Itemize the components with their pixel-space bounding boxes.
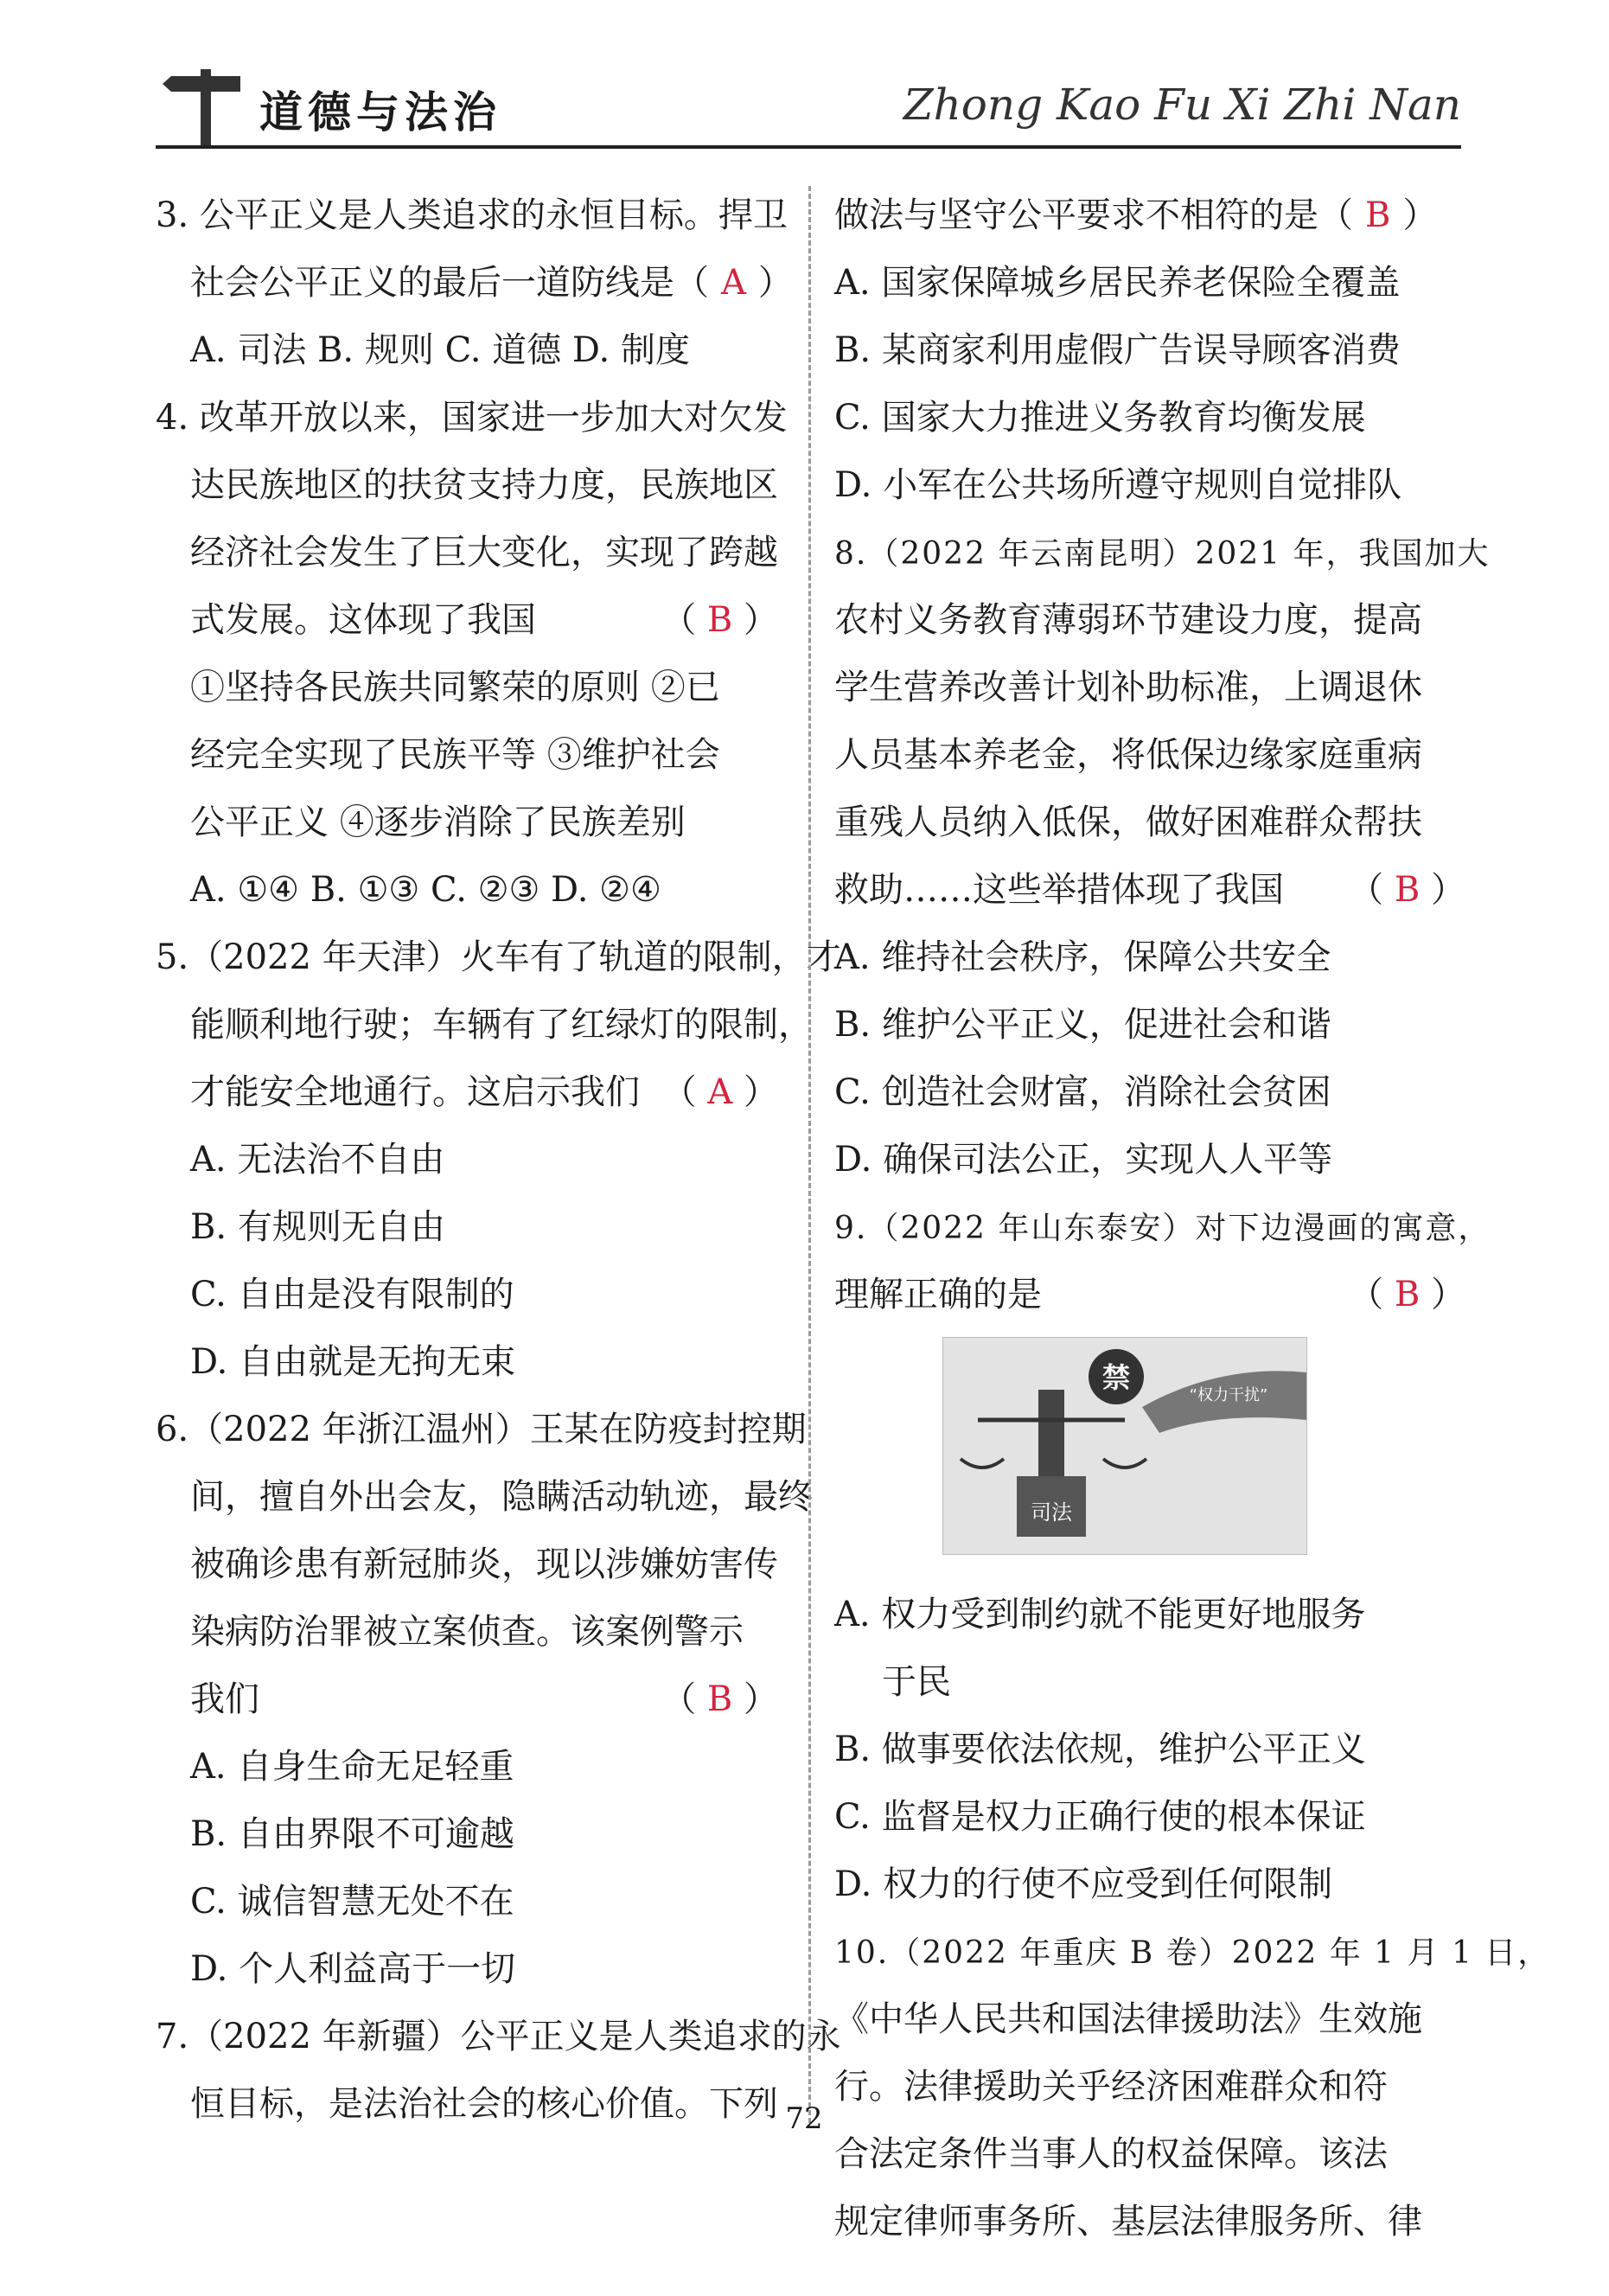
line-text: 8.（2022 年云南昆明）2021 年，我国加大 — [834, 536, 1491, 572]
text-line — [156, 519, 778, 586]
line-text: ①坚持各民族共同繁荣的原则 ②已 — [190, 668, 720, 707]
scale-label-text: 司法 — [1031, 1500, 1072, 1525]
text-line — [156, 991, 813, 1058]
line-text: A. 权力受到制约就不能更好地服务 — [834, 1595, 1366, 1634]
line-text: 理解正确的是 — [834, 1275, 1042, 1314]
line-text: B. 做事要依法依规，维护公平正义 — [834, 1730, 1366, 1769]
text-line — [834, 1193, 1491, 1261]
line-text: 才能安全地通行。这启示我们 — [190, 1072, 640, 1112]
text-line — [156, 789, 778, 856]
text-line — [834, 1581, 1465, 1648]
text-line — [156, 1328, 778, 1396]
ban-sign-text: 禁 — [1101, 1361, 1131, 1394]
text-line — [834, 1918, 1551, 1986]
text-line — [834, 1058, 1465, 1126]
line-text: A. 司法 B. 规则 C. 道德 D. 制度 — [190, 330, 690, 370]
answer-letter: A — [721, 263, 746, 303]
line-text: 学生营养改善计划补助标准，上调退休 — [834, 668, 1422, 707]
text-line — [834, 182, 1465, 249]
page-number: 72 — [785, 2101, 823, 2136]
line-text: 救助……这些举措体现了我国 — [834, 870, 1284, 910]
line-text: 规定律师事务所、基层法律服务所、律 — [834, 2202, 1422, 2242]
line-text: C. 诚信智慧无处不在 — [190, 1882, 514, 1922]
line-text: 6.（2022 年浙江温州）王某在防疫封控期 — [156, 1410, 807, 1449]
text-line — [156, 654, 778, 721]
line-text: D. 小军在公共场所遵守规则自觉排队 — [834, 465, 1402, 505]
text-line — [834, 519, 1491, 586]
line-text: 能顺利地行驶；车辆有了红绿灯的限制， — [190, 1005, 813, 1045]
line-text: 人员基本养老金，将低保边缘家庭重病 — [834, 735, 1422, 775]
line-text: D. 自由就是无拘无束 — [190, 1342, 516, 1382]
text-line — [156, 1396, 807, 1463]
line-text: 经完全实现了民族平等 ③维护社会 — [190, 735, 720, 775]
text-line — [156, 317, 778, 384]
line-text: D. 权力的行使不应受到任何限制 — [834, 1864, 1333, 1904]
line-text: B. 有规则无自由 — [190, 1207, 445, 1247]
text-line — [834, 586, 1465, 654]
line-text: 做法与坚守公平要求不相符的是（ — [834, 195, 1353, 235]
text-line — [156, 924, 841, 991]
text-line — [156, 1935, 778, 2003]
line-text: 重残人员纳入低保，做好困难群众帮扶 — [834, 803, 1422, 842]
text-line — [156, 1868, 778, 1935]
line-text: A. 维持社会秩序，保障公共安全 — [834, 937, 1331, 977]
line-text: 3. 公平正义是人类追求的永恒目标。捍卫 — [156, 195, 788, 235]
text-line — [156, 384, 788, 451]
answer-letter: B — [1394, 1275, 1421, 1314]
text-line — [834, 1261, 1465, 1328]
line-text: 恒目标，是法治社会的核心价值。下列 — [190, 2084, 778, 2124]
text-line — [156, 1463, 813, 1531]
line-text: 公平正义 ④逐步消除了民族差别 — [190, 803, 686, 842]
answer-bracket: （ B ） — [1349, 1275, 1465, 1314]
text-line — [156, 586, 778, 654]
answer-bracket: （ B ） — [661, 600, 778, 640]
line-text: C. 国家大力推进义务教育均衡发展 — [834, 398, 1366, 438]
text-line — [156, 1666, 778, 1733]
answer-bracket: （ B ） — [1349, 870, 1465, 910]
answer-letter: B — [1394, 870, 1421, 910]
book-title-pinyin: Zhong Kao Fu Xi Zhi Nan — [903, 80, 1461, 130]
line-text: 农村义务教育薄弱环节建设力度，提高 — [834, 600, 1422, 640]
text-line — [834, 1986, 1465, 2053]
page-header — [156, 61, 1461, 147]
line-text: 10.（2022 年重庆 B 卷）2022 年 1 月 1 日， — [834, 1935, 1551, 1971]
line-text: A. ①④ B. ①③ C. ②③ D. ②④ — [190, 870, 661, 910]
line-text: B. 某商家利用虚假广告误导顾客消费 — [834, 330, 1401, 370]
text-line — [156, 1193, 778, 1261]
answer-bracket: （ A ） — [661, 1072, 778, 1112]
left-column — [156, 182, 841, 2138]
text-line — [834, 991, 1465, 1058]
subject-title: 道德与法治 — [259, 86, 501, 138]
line-text: 间，擅自外出会友，隐瞒活动轨迹，最终 — [190, 1477, 813, 1517]
column-divider — [808, 186, 811, 2123]
text-line — [834, 384, 1465, 451]
text-line — [834, 924, 1465, 991]
line-text: B. 维护公平正义，促进社会和谐 — [834, 1005, 1331, 1045]
cartoon-image — [942, 1337, 1307, 1555]
text-line — [834, 451, 1465, 519]
line-text: C. 监督是权力正确行使的根本保证 — [834, 1797, 1366, 1837]
text-line — [156, 1531, 778, 1598]
text-line — [156, 1261, 778, 1328]
text-line — [156, 1126, 778, 1193]
text-line — [834, 2188, 1465, 2255]
line-text: 9.（2022 年山东泰安）对下边漫画的寓意， — [834, 1211, 1491, 1246]
text-line — [834, 654, 1465, 721]
text-line — [834, 721, 1465, 789]
text-line — [834, 1783, 1465, 1851]
text-line — [834, 317, 1465, 384]
text-line — [156, 1733, 778, 1800]
line-text: 式发展。这体现了我国 — [190, 600, 536, 640]
signpost-icon — [163, 66, 249, 145]
text-line — [834, 1126, 1465, 1193]
line-text: 达民族地区的扶贫支持力度，民族地区 — [190, 465, 778, 505]
line-text: 5.（2022 年天津）火车有了轨道的限制，才 — [156, 937, 841, 977]
line-text: 社会公平正义的最后一道防线是（ — [190, 263, 709, 303]
line-text: D. 个人利益高于一切 — [190, 1949, 516, 1989]
arm-label-text: “权力干扰” — [1189, 1386, 1268, 1404]
line-text: 于民 — [882, 1662, 951, 1702]
line-text: C. 自由是没有限制的 — [190, 1275, 514, 1314]
text-line — [156, 1058, 778, 1126]
line-text: A. 自身生命无足轻重 — [190, 1747, 514, 1787]
right-column — [834, 182, 1551, 2255]
closing-bracket: ） — [757, 263, 793, 303]
line-text: 合法定条件当事人的权益保障。该法 — [834, 2134, 1388, 2174]
line-text: 4. 改革开放以来，国家进一步加大对欠发 — [156, 398, 788, 438]
text-line — [156, 451, 778, 519]
text-line — [156, 2070, 778, 2138]
line-text: 7.（2022 年新疆）公平正义是人类追求的永 — [156, 2017, 841, 2056]
line-text: 我们 — [190, 1679, 259, 1719]
text-line — [834, 856, 1465, 924]
text-line — [834, 1648, 1465, 1716]
text-line — [156, 182, 788, 249]
cartoon-drawing — [943, 1338, 1306, 1554]
line-text: A. 国家保障城乡居民养老保险全覆盖 — [834, 263, 1401, 303]
text-line — [156, 1800, 778, 1868]
text-line — [834, 1851, 1465, 1918]
line-text: 经济社会发生了巨大变化，实现了跨越 — [190, 533, 778, 572]
answer-letter: B — [706, 600, 733, 640]
text-line — [156, 2003, 841, 2070]
text-line — [834, 2053, 1465, 2120]
line-text: 行。法律援助关乎经济困难群众和符 — [834, 2067, 1388, 2107]
text-line — [834, 789, 1465, 856]
text-line — [156, 1598, 778, 1666]
line-text: A. 无法治不自由 — [190, 1140, 445, 1180]
text-line — [156, 721, 778, 789]
line-text: 《中华人民共和国法律援助法》生效施 — [834, 1999, 1422, 2039]
text-line — [834, 249, 1465, 317]
line-text: 染病防治罪被立案侦查。该案例警示 — [190, 1612, 744, 1652]
answer-letter: A — [707, 1072, 733, 1112]
answer-letter: B — [706, 1679, 733, 1719]
text-line — [834, 1716, 1465, 1783]
closing-bracket: ） — [1402, 195, 1438, 235]
line-text: 被确诊患有新冠肺炎，现以涉嫌妨害传 — [190, 1545, 778, 1584]
line-text: D. 确保司法公正，实现人人平等 — [834, 1140, 1333, 1180]
answer-letter: B — [1365, 195, 1391, 235]
header-rule — [156, 145, 1461, 149]
text-line — [156, 249, 793, 317]
text-line — [156, 856, 778, 924]
line-text: C. 创造社会财富，消除社会贫困 — [834, 1072, 1331, 1112]
text-line — [834, 2120, 1465, 2188]
answer-bracket: （ B ） — [661, 1679, 778, 1719]
line-text: B. 自由界限不可逾越 — [190, 1814, 514, 1854]
